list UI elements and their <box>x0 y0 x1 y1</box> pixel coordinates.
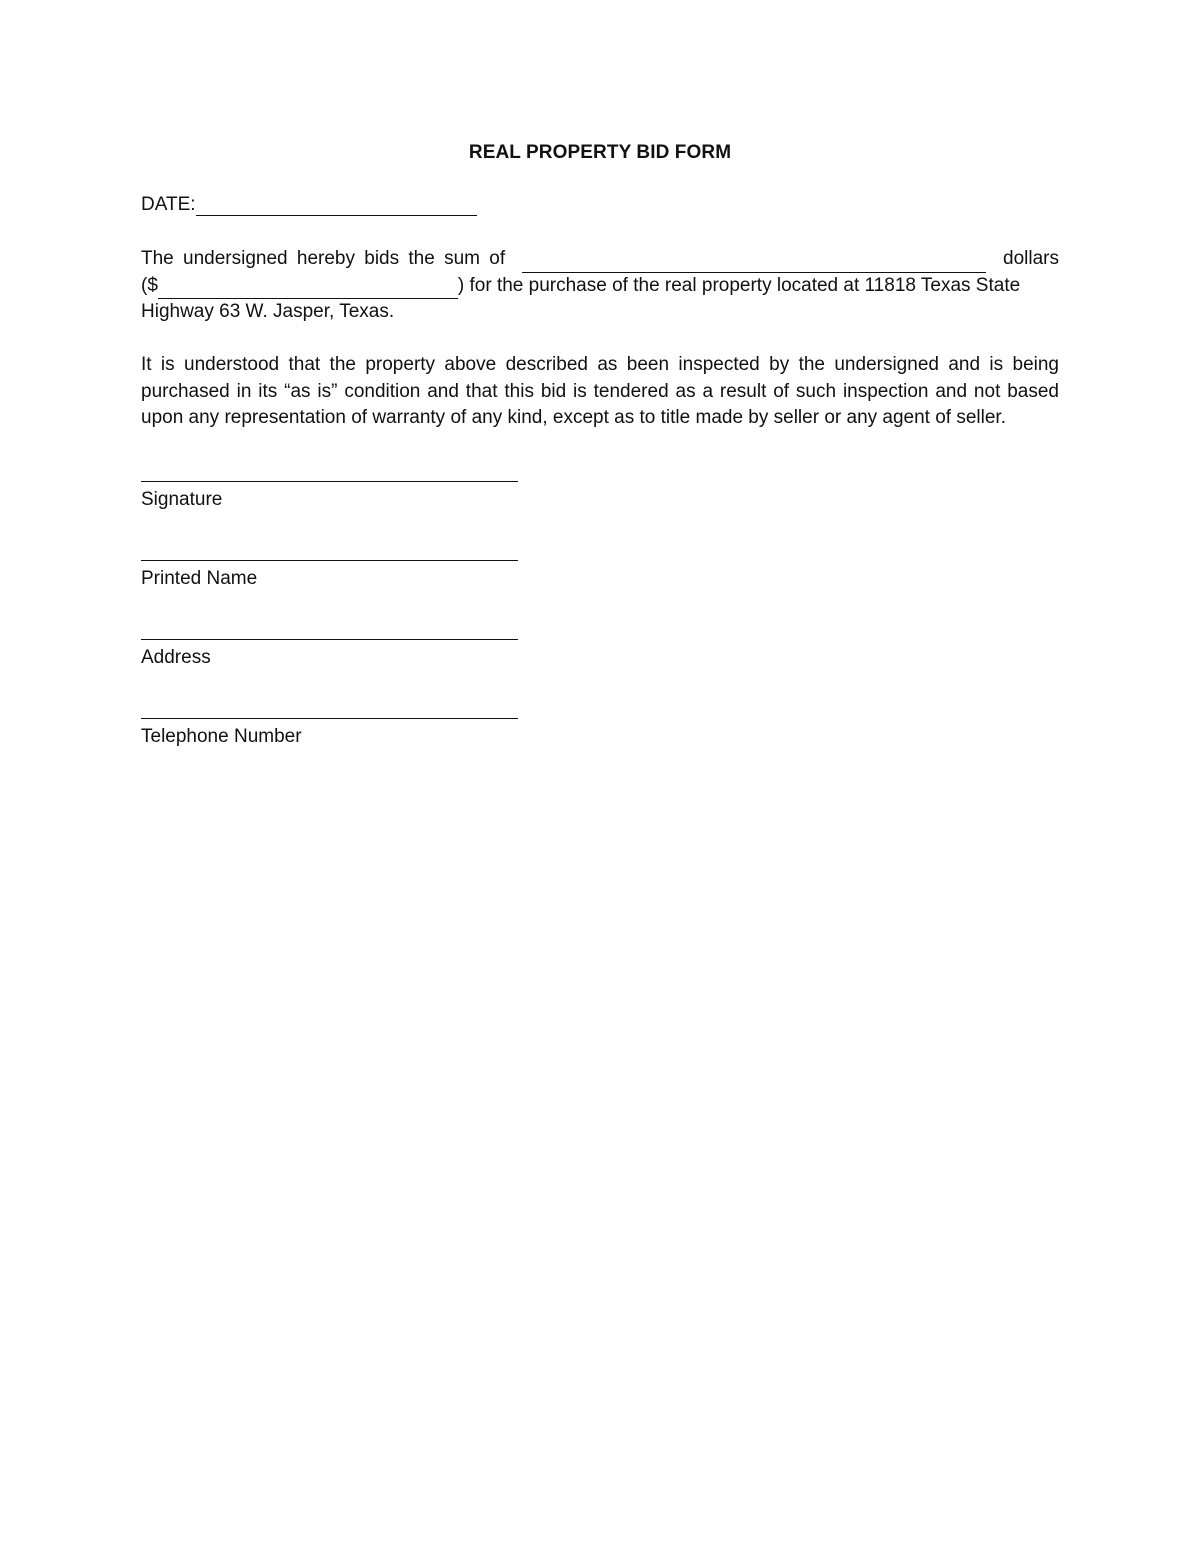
date-blank[interactable] <box>196 197 477 216</box>
bid-amount-figures-blank[interactable] <box>158 280 458 299</box>
telephone-field <box>141 718 518 748</box>
bid-text-purchase: ) for the purchase of the real property located at 11818 Texas State <box>457 274 1021 296</box>
signature-line[interactable] <box>141 481 518 482</box>
terms-paragraph: It is understood that the property above described as been inspected by the undersigned and is being purchased in its “as is” condition and that this bid is tendered as a result of such inspection and not based upon any representation of warranty of any kind, except as to title made by seller or any agent of seller. <box>141 354 1059 428</box>
telephone-label: Telephone Number <box>141 726 302 747</box>
signature-label: Signature <box>141 489 223 510</box>
date-row <box>141 194 477 216</box>
signature-field <box>141 481 518 511</box>
bid-text-location: Highway 63 W. Jasper, Texas. <box>141 301 395 322</box>
address-label: Address <box>141 647 211 668</box>
date-label: DATE: <box>141 194 196 215</box>
printed-name-field <box>141 560 518 590</box>
telephone-line[interactable] <box>141 718 518 719</box>
printed-name-label: Printed Name <box>141 568 258 589</box>
bid-amount-words-blank[interactable] <box>522 254 986 273</box>
address-field <box>141 639 518 669</box>
bid-text-intro: The undersigned hereby bids the sum of <box>141 248 506 269</box>
printed-name-line[interactable] <box>141 560 518 561</box>
address-line[interactable] <box>141 639 518 640</box>
bid-text-dollar-sign: ($ <box>141 274 158 296</box>
bid-text-dollars: dollars <box>1003 248 1059 269</box>
bid-paragraph <box>141 246 1059 326</box>
document-title: REAL PROPERTY BID FORM <box>468 142 732 163</box>
